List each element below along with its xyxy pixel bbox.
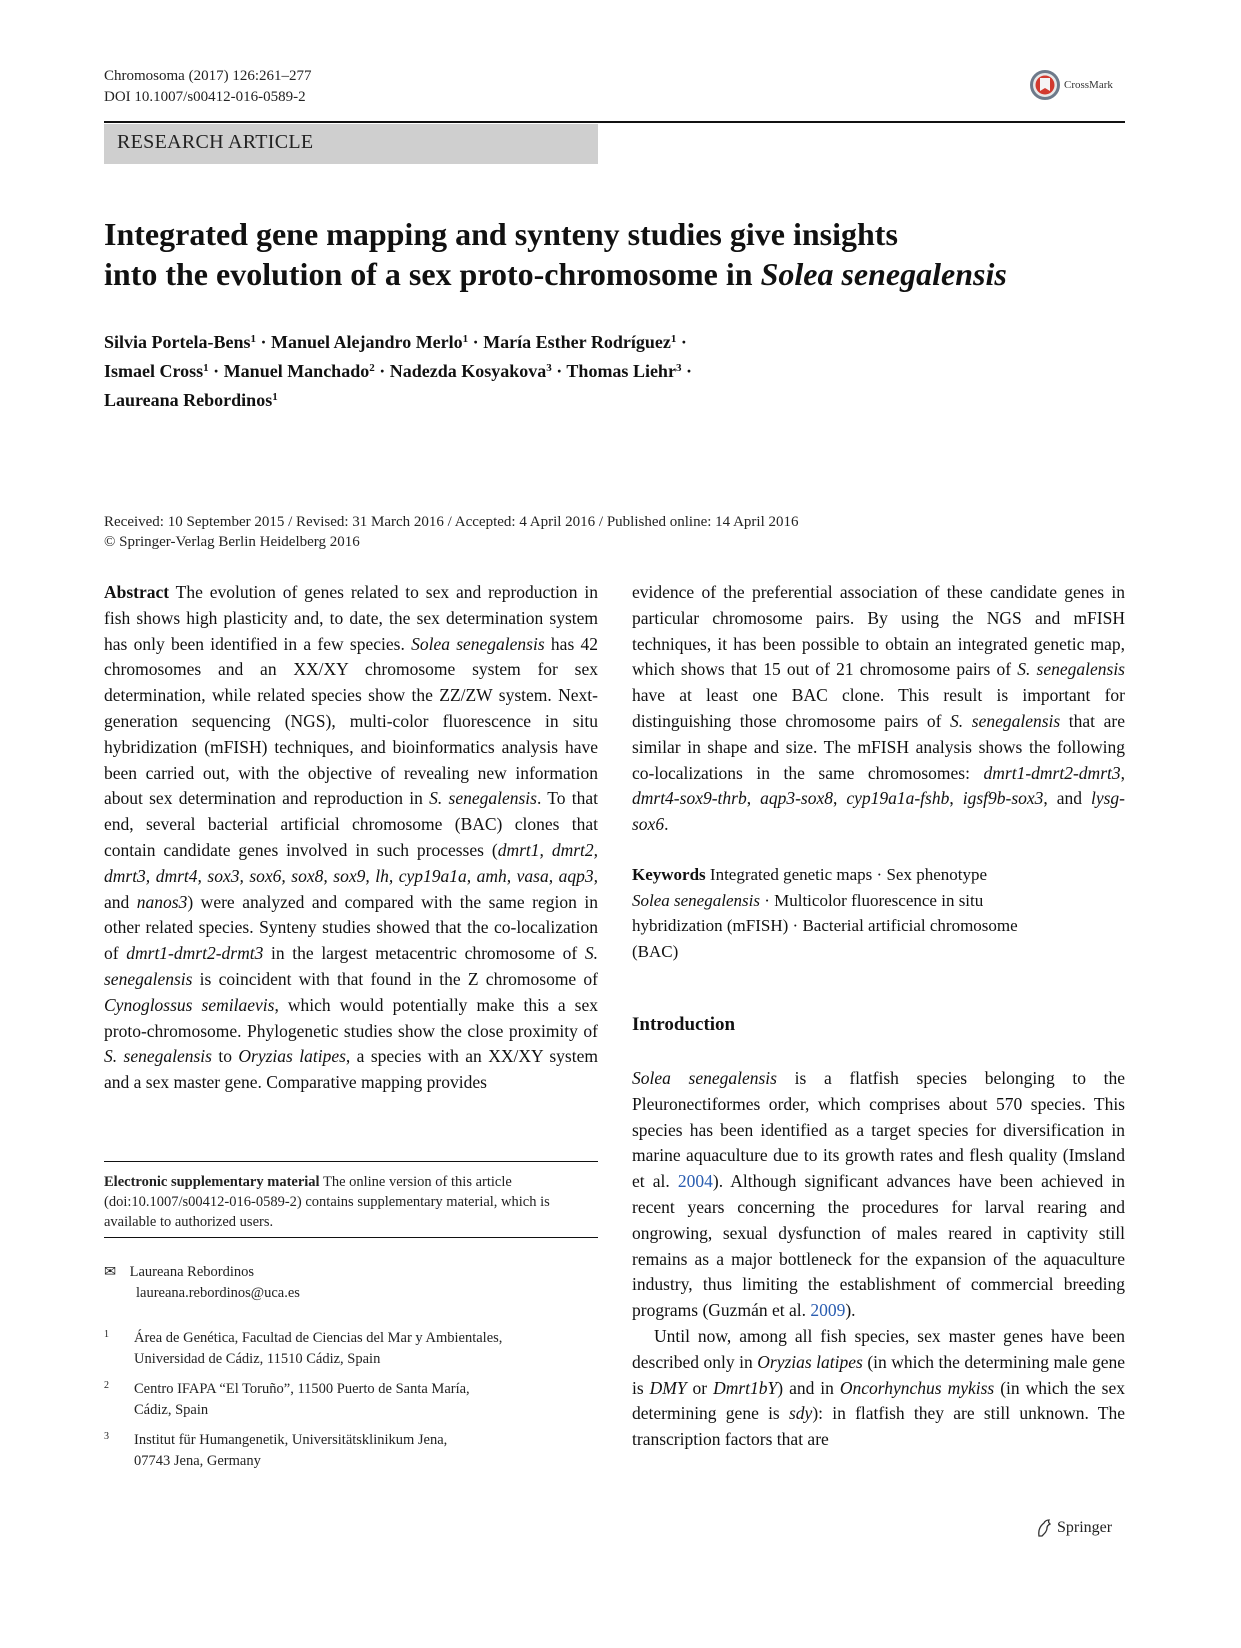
gene-colocalization: cyp19a1a-fshb	[846, 788, 950, 809]
author-name[interactable]: María Esther Rodríguez	[483, 332, 671, 352]
keyword-species: Solea senegalensis	[632, 890, 760, 910]
envelope-icon: ✉	[104, 1264, 117, 1280]
abstract-segment: in the largest metacentric chromosome of	[263, 943, 585, 964]
doi-line: DOI 10.1007/s00412-016-0589-2	[104, 89, 306, 105]
author-name[interactable]: Nadezda Kosyakova	[389, 361, 547, 381]
affiliation-number: 1	[104, 1329, 109, 1340]
publisher-name: Springer	[1057, 1519, 1113, 1536]
journal-info	[104, 66, 312, 108]
author-affiliation-ref: 1	[272, 391, 278, 403]
gene-colocalization: dmrt1-dmrt2-dmrt3	[983, 762, 1121, 783]
species-name: Oncorhynchus mykiss	[839, 1377, 995, 1398]
species-name: Solea senegalensis	[632, 1068, 777, 1088]
author-name[interactable]: Thomas Liehr	[566, 361, 676, 381]
author-affiliation-ref: 1	[250, 333, 256, 345]
affiliation-line: 07743 Jena, Germany	[134, 1452, 261, 1469]
affiliation-line: Institut für Humangenetik, Universitätsklinikum Jena,	[134, 1432, 448, 1448]
abstract-segment: ,	[1120, 762, 1125, 783]
species-name: Cynoglossus semilaevis	[104, 994, 275, 1015]
intro-segment: ): in flatfish they are still unknown. The transcription factors that are	[632, 1403, 1125, 1450]
abstract-segment: ) were analyzed and compared with the same region in other related species. Synteny studies showed that the co-localization of	[104, 891, 598, 964]
keywords-line: Integrated genetic maps · Sex phenotype	[709, 865, 988, 884]
intro-segment: ). Although significant advances have been achieved in recent years concerning the procedures for larval rearing and ongrowing, sexual dysfunction of males reared in captivity still remains as a major bottleneck for the expansion of the aquaculture industry, thus limiting the establishment of commercial breeding programs (Guzmán et al.	[632, 1171, 1125, 1321]
correspondence-name: Laureana Rebordinos	[129, 1264, 255, 1280]
intro-paragraph-2	[632, 1324, 1125, 1453]
correspondence-email[interactable]: laureana.rebordinos@uca.es	[136, 1284, 300, 1301]
article-type: RESEARCH ARTICLE	[117, 131, 314, 153]
journal-citation: Chromosoma (2017) 126:261–277	[104, 68, 312, 84]
introduction-heading: Introduction	[632, 1014, 736, 1035]
abstract-segment: ,	[832, 788, 847, 809]
abstract-segment: evidence of the preferential association of these candidate genes in particular chromosome pairs. By using the NGS and mFISH techniques, it has been possible to obtain an integrated genetic map, which shows that 15 out of 21 chromosome pairs of	[632, 582, 1125, 680]
crossmark-badge[interactable]	[1030, 70, 1113, 100]
gene-colocalization: igsf9b-sox3	[962, 788, 1044, 809]
author-name[interactable]: Laureana Rebordinos	[104, 390, 273, 410]
abstract-segment: The evolution of genes related to sex and reproduction in fish shows high plasticity and, to date, the sex determination system has only been identified in a few species.	[104, 582, 598, 654]
title-line-2-text: into the evolution of a sex proto-chromosome in	[104, 256, 761, 292]
abstract-segment: .	[664, 814, 669, 835]
author-affiliation-ref: 1	[462, 333, 469, 345]
gene-colocalization: aqp3-sox8	[760, 788, 833, 809]
crossmark-icon	[1030, 70, 1060, 100]
abstract-segment: to	[211, 1046, 239, 1067]
abstract-segment: , a species with an XX/XY system and a sex master gene. Comparative mapping provides	[104, 1046, 598, 1093]
publisher-logo	[1035, 1518, 1112, 1538]
gene-name: Dmrt1bY	[713, 1377, 778, 1398]
species-name: S. senegalensis	[429, 788, 537, 809]
footnote-rule-1	[104, 1161, 598, 1162]
affiliation-2	[104, 1379, 598, 1420]
article-title	[104, 214, 1124, 294]
abstract-segment: , which would potentially make this a sex proto-chromosome. Phylogenetic studies show the close proximity of	[104, 994, 599, 1041]
gene-colocalization: dmrt4-sox9-thrb	[632, 788, 747, 809]
keywords	[632, 862, 1125, 964]
title-line-2	[104, 254, 1124, 294]
abstract-segment: have at least one BAC clone. This result is important for distinguishing those chromosome pairs of	[632, 685, 1125, 731]
abstract-segment: has 42 chromosomes and an XX/XY chromosome system for sex determination, while related species show the ZZ/ZW system. Next-generation sequencing (NGS), multi-color fluorescence in situ hybridization (mFISH) techniques, and bioinformatics analysis have been carried out, with the objective of revealing new information about sex determination and reproduction in	[104, 633, 599, 809]
affiliation-line: Universidad de Cádiz, 11510 Cádiz, Spain	[134, 1350, 381, 1367]
intro-segment: is a flatfish species belonging to the Pleuronectiformes order, which comprises about 570 species. This species has been identified as a target species for diversification in marine aquaculture due to its growth rates and flesh quality (Imsland et al.	[632, 1068, 1125, 1192]
abstract-segment: . To that end, several bacterial artificial chromosome (BAC) clones that contain candidate genes involved in such processes (	[104, 788, 598, 860]
intro-paragraph-1	[632, 1066, 1125, 1324]
author-name[interactable]: Manuel Manchado	[223, 361, 370, 381]
abstract-segment: is coincident with that found in the Z chromosome of	[192, 968, 598, 989]
intro-segment: (in which the determining male gene is	[632, 1351, 1125, 1398]
author-line-3	[104, 384, 1124, 413]
affiliation-line: Centro IFAPA “El Toruño”, 11500 Puerto de Santa María,	[134, 1381, 470, 1397]
title-line-1: Integrated gene mapping and synteny studies give insights	[104, 216, 898, 252]
gene-name: DMY	[649, 1377, 687, 1398]
author-name[interactable]: Manuel Alejandro Merlo	[271, 332, 463, 352]
author-list	[104, 326, 1124, 413]
affiliation-1	[104, 1328, 598, 1369]
species-name: Oryzias latipes	[757, 1351, 863, 1372]
abstract-label: Abstract	[104, 582, 170, 602]
abstract-end-text	[632, 580, 1125, 838]
affiliation-number: 3	[104, 1431, 109, 1442]
affiliation-line: Área de Genética, Facultad de Ciencias del Mar y Ambientales,	[134, 1330, 503, 1346]
keywords-line: (BAC)	[632, 941, 679, 961]
citation-link[interactable]: 2009	[810, 1300, 846, 1321]
author-line-2: Ismael Cross$^1$ · Manuel Manchado$^2$ · Nadezda Kosyakova$^3$ · Thomas Liehr$^3$ ·	[104, 361, 692, 381]
abstract-segment: , and	[1043, 788, 1091, 809]
abstract	[104, 580, 598, 1096]
intro-segment: ) and in	[777, 1377, 840, 1398]
supplementary-text: The online version of this article (doi:10.1007/s00412-016-0589-2) contains supplementary material, which is available to authorized users.	[104, 1174, 550, 1230]
intro-segment: (in which the sex determining gene is	[632, 1377, 1125, 1424]
keywords-line: hybridization (mFISH) · Bacterial artificial chromosome	[632, 916, 1018, 935]
title-species: Solea senegalensis	[760, 256, 1007, 292]
gene-name: nanos3	[136, 891, 188, 912]
abstract-end	[632, 580, 1125, 838]
author-affiliation-ref: 3	[546, 362, 552, 374]
gene-colocalization: lysg-sox6	[632, 788, 1126, 835]
species-name: S. senegalensis	[104, 1046, 212, 1067]
copyright: © Springer-Verlag Berlin Heidelberg 2016	[104, 534, 360, 550]
gene-colocalization: dmrt1-dmrt2-drmt3	[126, 943, 264, 964]
author-affiliation-ref: 1	[203, 362, 209, 374]
abstract-segment: and	[104, 891, 137, 912]
springer-horse-icon	[1035, 1518, 1053, 1538]
intro-segment: ).	[845, 1300, 856, 1321]
species-name: S. senegalensis	[104, 943, 598, 989]
affiliation-3	[104, 1430, 598, 1471]
species-name: S. senegalensis	[950, 710, 1061, 731]
gene-list: dmrt1, dmrt2, dmrt3, dmrt4, sox3, sox6, sox8, sox9, lh, cyp19a1a, amh, vasa, aqp3,	[104, 839, 598, 886]
footnote-rule-2	[104, 1237, 598, 1238]
crossmark-label: CrossMark	[1064, 79, 1113, 91]
author-affiliation-ref: 1	[670, 333, 677, 345]
abstract-text	[104, 580, 598, 1096]
author-affiliation-ref: 3	[675, 362, 682, 374]
species-name: Oryzias latipes	[238, 1046, 346, 1067]
correspondence	[104, 1262, 300, 1303]
author-line-1: Silvia Portela-Bens$^1$ · Manuel Alejandro Merlo$^1$ · María Esther Rodríguez$^1$ ·	[104, 332, 687, 352]
species-name: Solea senegalensis	[411, 633, 545, 654]
keywords-line: · Multicolor fluorescence in situ	[759, 890, 984, 910]
author-name[interactable]: Silvia Portela-Bens	[104, 332, 251, 352]
intro-segment: Until now, among all fish species, sex master genes have been described only in	[632, 1325, 1125, 1372]
supplementary-label: Electronic supplementary material	[104, 1174, 320, 1190]
publication-dates	[104, 512, 798, 552]
intro-segment: or	[686, 1377, 714, 1398]
affiliation-number: 2	[104, 1380, 109, 1391]
species-name: S. senegalensis	[1017, 659, 1125, 680]
author-name[interactable]: Ismael Cross	[104, 361, 204, 381]
abstract-segment: ,	[746, 788, 761, 809]
header-rule	[104, 121, 1125, 123]
affiliation-line: Cádiz, Spain	[134, 1401, 209, 1418]
gene-name: sdy	[788, 1403, 813, 1424]
citation-link[interactable]: 2004	[677, 1171, 713, 1192]
abstract-segment: that are similar in shape and size. The mFISH analysis shows the following co-localizations in the same chromosomes:	[632, 710, 1125, 783]
author-affiliation-ref: 2	[369, 362, 375, 374]
history-dates: Received: 10 September 2015 / Revised: 31 March 2016 / Accepted: 4 April 2016 / Published online: 14 April 2016	[104, 514, 799, 530]
keywords-label: Keywords	[632, 865, 706, 884]
abstract-segment: ,	[949, 788, 963, 809]
supplementary-note	[104, 1172, 574, 1232]
introduction-body	[632, 1066, 1125, 1453]
